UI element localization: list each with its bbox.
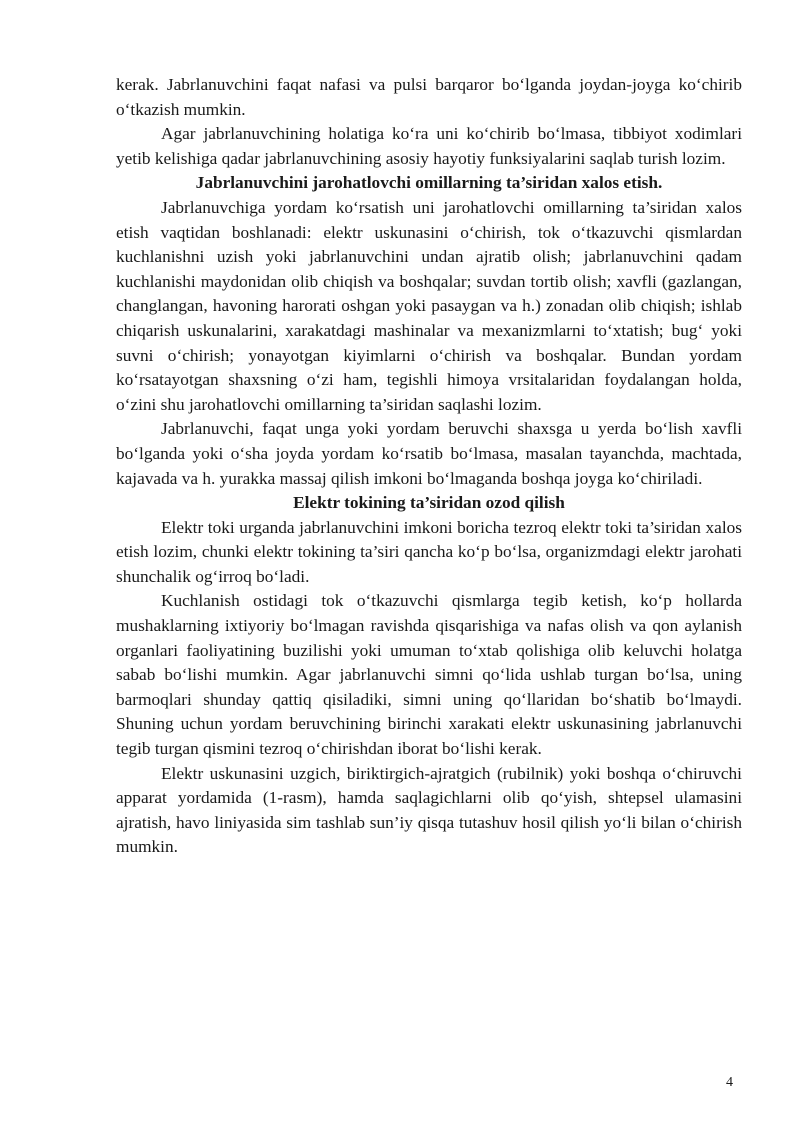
section-heading-electric-current: Elektr tokining ta’siridan ozod qilish [293, 493, 565, 513]
page-number: 4 [726, 1075, 733, 1090]
section-heading-harmful-factors: Jabrlanuvchini jarohatlovchi omillarning ta’siridan xalos etish. [195, 173, 663, 193]
paragraph-electric-shock: Elektr toki urganda jabrlanuvchini imkoni boricha tezroq elektr toki ta’siridan xalos etish lozim, chunki elektr tokining ta’siri qancha ko‘p bo‘lsa, organizmdagi elektr jarohati shunchalik og‘irroq bo‘ladi. [116, 517, 742, 586]
document-body [116, 73, 742, 860]
paragraph-moving-victim: Jabrlanuvchi, faqat unga yoki yordam beruvchi shaxsga u yerda bo‘lish xavfli bo‘lganda yoki o‘sha joyda yordam ko‘rsatib bo‘lmasa, masalan tayanchda, machtada, kajavada va h. yurakka massaj qilish imkoni bo‘lmaganda boshqa joyga ko‘chiriladi. [116, 419, 742, 488]
paragraph-muscle-contraction: Kuchlanish ostidagi tok o‘tkazuvchi qismlarga tegib ketish, ko‘p hollarda mushaklarning ixtiyoriy bo‘lmagan ravishda qisqarishiga va nafas olish va qon aylanish organlari faoliyatining buzilishi yoki umuman to‘xtab qolishiga olib keluvchi holatga sabab bo‘lishi mumkin. Agar jabrlanuvchi simni qo‘lida ushlab turgan bo‘lsa, uning barmoqlari shunday qattiq qisiladiki, simni uning qo‘llaridan bo‘shatib bo‘lmaydi. Shuning uchun yordam beruvchining birinchi xarakati elektr uskunasining jabrlanuvchi tegib turgan qismini tezroq o‘chirishdan iborat bo‘lishi kerak. [116, 591, 742, 759]
paragraph-vital-functions: Agar jabrlanuvchining holatiga ko‘ra uni ko‘chirib bo‘lmasa, tibbiyot xodimlari yetib kelishiga qadar jabrlanuvchining asosiy hayotiy funksiyalarini saqlab turish lozim. [116, 124, 742, 168]
paragraph-continuation: kerak. Jabrlanuvchini faqat nafasi va pulsi barqaror bo‘lganda joydan-joyga ko‘chirib o‘tkazish mumkin. [116, 75, 742, 119]
paragraph-switch-off-methods: Elektr uskunasini uzgich, biriktirgich-ajratgich (rubilnik) yoki boshqa o‘chiruvchi apparat yordamida (1-rasm), hamda saqlagichlarni olib qo‘yish, shtepsel ulamasini ajratish, havo liniyasida sim tashlab sun’iy qisqa tutashuv hosil qilish yo‘li bilan o‘chirish mumkin. [116, 763, 742, 857]
paragraph-first-aid-start: Jabrlanuvchiga yordam ko‘rsatish uni jarohatlovchi omillarning ta’siridan xalos etish vaqtidan boshlanadi: elektr uskunasini o‘chirish, tok o‘tkazuvchi qismlardan kuchlanishni uzish yoki jabrlanuvchini undan ajratib olish; jabrlanuvchini qadam kuchlanishi maydonidan olib chiqish va boshqalar; suvdan tortib olish; xavfli (gazlangan, changlangan, havoning harorati oshgan yoki pasaygan va h.) zonadan olib chiqish; ishlab chiqarish uskunalarini, xarakatdagi mashinalar va mexanizmlarni to‘xtatish; bug‘ yoki suvni o‘chirish; yonayotgan kiyimlarni o‘chirish va boshqalar. Bundan yordam ko‘rsatayotgan shaxsning o‘zi ham, tegishli himoya vrsitalaridan foydalangan holda, o‘zini shu jarohatlovchi omillarning ta’siridan saqlashi lozim. [116, 197, 742, 414]
